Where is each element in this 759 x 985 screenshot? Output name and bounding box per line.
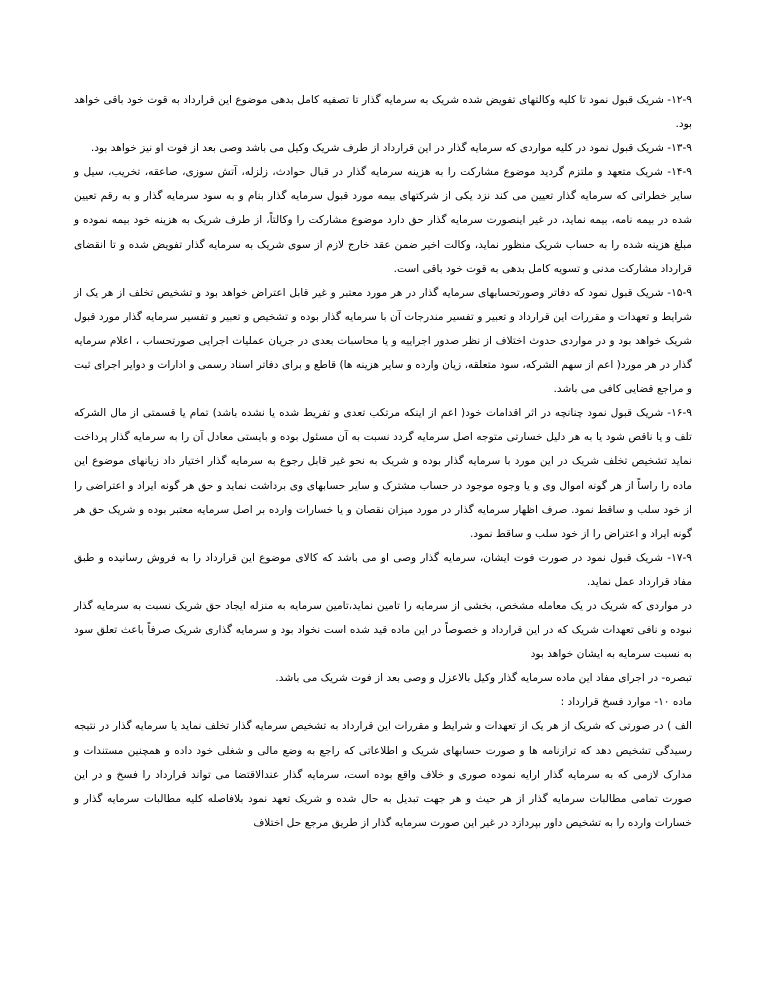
clause-9-13: ۱۳-۹- شریک قبول نمود در کلیه مواردی که سرمایه گذار در این قرارداد از طرف شریک وکیل می باشد وصی بعد از فوت او نیز خواهد بود. [90,142,692,155]
article-10-clause-a: الف ) در صورتی که شریک از هر یک از تعهدات و شرایط و مقررات این قرارداد به تشخیص سرمایه گذار تخلف نماید یا سرمایه گذار در نتیجه رسیدگی تشخیص دهد که ترازنامه ها و صورت حسابهای شریک و اطلاعاتی که راجع به وضع مالی و شغلی خود داده و همچنین مستندات و مدارک لازمی که به سرمایه گذار ارایه نموده صوری و خلاف واقع بوده است، سرمایه گذار عندالاقتضا می تواند قرارداد را فسخ و در این صورت تمامی مطالبات سرمایه گذار از هر حیث و هر جهت تبدیل به حال شده و شریک تعهد نمود بلافاصله کلیه مطالبات سرمایه گذار و خسارات وارده را به تشخیص داور بپردازد در غیر این صورت سرمایه گذار از طریق مرجع حل اختلاف [74,720,692,829]
clause-9-16: ۱۶-۹- شریک قبول نمود چنانچه در اثر اقدامات خود( اعم از اینکه مرتکب تعدی و تفریط شده یا نشده باشد) تمام یا قسمتی از مال الشرکه تلف و یا ناقص شود یا به هر دلیل خسارتی متوجه اصل سرمایه گردد نسبت به آن مسئول بوده و بایستی معادل آن را به سرمایه گذار پرداخت نماید تشخیص تخلف شریک در این مورد با سرمایه گذار بوده و شریک به نحو غیر قابل رجوع به سرمایه گذار اختیار داد زیانهای موضوع این ماده را راساً از هر گونه اموال وی و یا وجوه موجود در حساب مشترک و سایر حسابهای وی برداشت نماید و حق هر گونه ایراد و اعتراضی را از خود سلب و ساقط نمود. صرف اظهار سرمایه گذار در مورد میزان نقصان و یا خسارات وارده بر اصل سرمایه معتبر بوده و شریک حق هر گونه ایراد و اعتراض را از خود سلب و ساقط نمود. [74,407,692,540]
document-body [74,88,692,835]
note-paragraph: تبصره- در اجرای مفاد این ماده سرمایه گذار وکیل بالاعزل و وصی بعد از فوت شریک می باشد. [275,672,692,685]
clause-9-17: ۱۷-۹- شریک قبول نمود در صورت فوت ایشان، سرمایه گذار وصی او می باشد که کالای موضوع این قرارداد را به فروش رسانیده و طبق مفاد قرارداد عمل نماید. [74,551,692,588]
partial-capital-paragraph: در مواردی که شریک در یک معامله مشخص، بخشی از سرمایه را تامین نماید،تامین سرمایه به منزله ایجاد حق شریک نسبت به سرمایه گذار نبوده و نافی تعهدات شریک که در این قرارداد و خصوصاً در این ماده قید شده است نخواد بود و سرمایه گذاری شریک صرفاً باعث تعلق سود به نسبت سرمایه به ایشان خواهد بود [74,599,692,661]
clause-9-14: ۱۴-۹- شریک متعهد و ملتزم گردید موضوع مشارکت را به هزینه سرمایه گذار در قبال حوادث، زلزله، آتش سوزی، صاعقه، تخریب، سیل و سایر خطراتی که سرمایه گذار تعیین می کند نزد یکی از شرکتهای بیمه مورد قبول سرمایه گذار بنام و به سود سرمایه گذار و به رقم تعیین شده در بیمه نامه، بیمه نماید، در غیر اینصورت سرمایه گذار حق دارد موضوع مشارکت را وکالتاً، از طرف شریک به هزینه خود بیمه نموده و مبلغ هزینه شده را به حساب شریک منظور نماید، وکالت اخیر ضمن عقد خارج لازم از سوی شریک به سرمایه گذار تفویض شده و تا انقضای قرارداد مشارکت مدنی و تسویه کامل بدهی به قوت خود باقی است. [74,166,692,275]
clause-9-15: ۱۵-۹- شریک قبول نمود که دفاتر وصورتحسابهای سرمایه گذار در هر مورد معتبر و غیر قابل اعتراض خواهد بود و تشخیص تخلف از هر یک از شرایط و تعهدات و مقررات این قرارداد و تعبیر و تفسیر مندرجات آن با سرمایه گذار بوده و تشخیص و تعبیر و تفسیر سرمایه گذار مورد قبول شریک خواهد بود و در مواردی حدوث اختلاف از نظر صدور اجراییه و یا محاسبات بعدی در جریان عملیات اجرایی صورتحساب ، اعلام سرمایه گذار در هر مورد( اعم از سهم الشرکه، سود متعلقه، زیان وارده و سایر هزینه ها) قاطع و برای دفاتر اسناد رسمی و ادارات و دوایر اجرای ثبت و مراجع قضایی کافی می باشد. [74,286,692,396]
clause-9-12: ۱۲-۹- شریک قبول نمود تا کلیه وکالتهای تفویض شده شریک به سرمایه گذار تا تصفیه کامل بدهی موضوع این قرارداد به قوت خود باقی خواهد بود. [74,94,692,131]
article-10-heading: ماده ۱۰- موارد فسخ قرارداد : [560,696,692,709]
